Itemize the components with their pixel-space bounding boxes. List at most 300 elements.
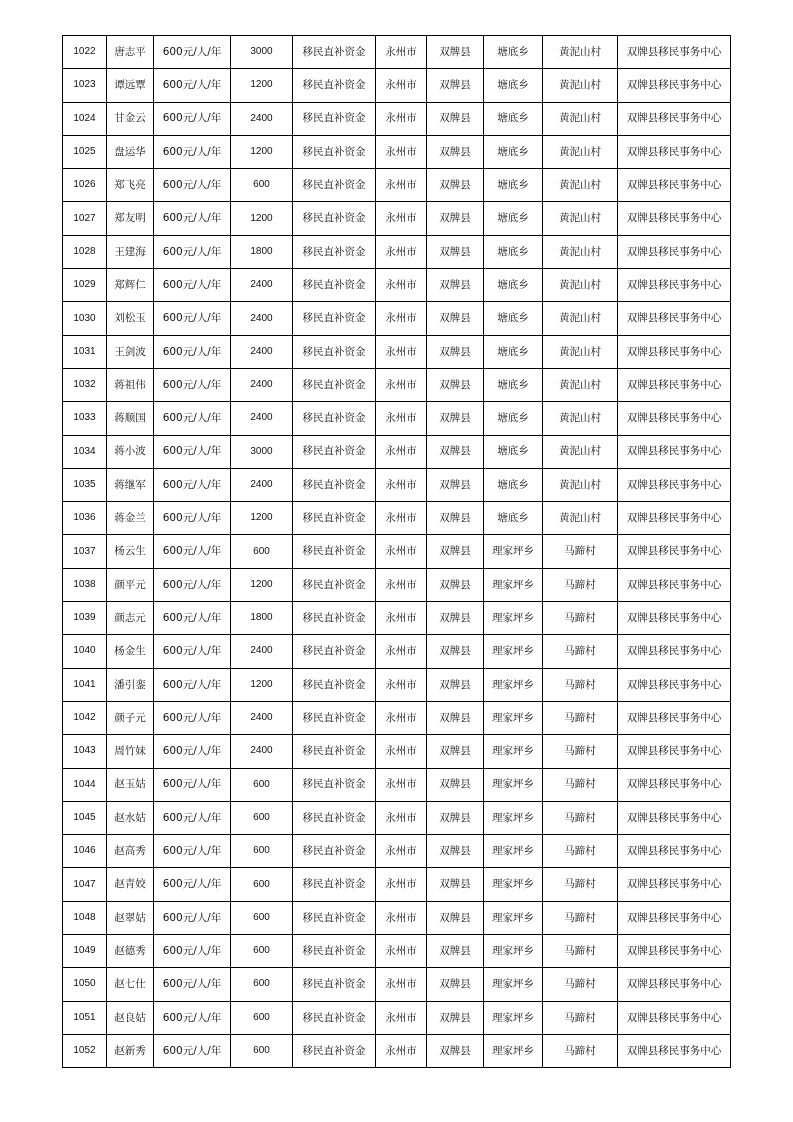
city-cell: 永州市 xyxy=(376,335,427,368)
row-id-cell: 1041 xyxy=(63,668,107,701)
standard-cell: 600元/人/年 xyxy=(154,835,231,868)
table-row xyxy=(63,269,731,302)
township-cell: 理家坪乡 xyxy=(484,968,543,1001)
fund-type-cell: 移民直补资金 xyxy=(293,668,376,701)
amount-cell: 2400 xyxy=(231,269,293,302)
county-cell: 双牌县 xyxy=(427,935,484,968)
standard-cell: 600元/人/年 xyxy=(154,102,231,135)
table-row xyxy=(63,169,731,202)
fund-type-cell: 移民直补资金 xyxy=(293,602,376,635)
fund-type-cell: 移民直补资金 xyxy=(293,801,376,834)
village-cell: 马蹄村 xyxy=(543,1001,618,1034)
county-cell: 双牌县 xyxy=(427,668,484,701)
row-id-cell: 1026 xyxy=(63,169,107,202)
city-cell: 永州市 xyxy=(376,269,427,302)
name-cell: 蒋继军 xyxy=(107,468,154,501)
row-id-cell: 1035 xyxy=(63,468,107,501)
table-row xyxy=(63,235,731,268)
amount-cell: 600 xyxy=(231,835,293,868)
city-cell: 永州市 xyxy=(376,868,427,901)
office-cell: 双牌县移民事务中心 xyxy=(618,102,731,135)
name-cell: 郑辉仁 xyxy=(107,269,154,302)
village-cell: 马蹄村 xyxy=(543,568,618,601)
city-cell: 永州市 xyxy=(376,701,427,734)
fund-type-cell: 移民直补资金 xyxy=(293,468,376,501)
county-cell: 双牌县 xyxy=(427,602,484,635)
standard-cell: 600元/人/年 xyxy=(154,302,231,335)
village-cell: 马蹄村 xyxy=(543,602,618,635)
county-cell: 双牌县 xyxy=(427,202,484,235)
office-cell: 双牌县移民事务中心 xyxy=(618,668,731,701)
fund-type-cell: 移民直补资金 xyxy=(293,502,376,535)
city-cell: 永州市 xyxy=(376,735,427,768)
name-cell: 甘金云 xyxy=(107,102,154,135)
township-cell: 塘底乡 xyxy=(484,36,543,69)
row-id-cell: 1049 xyxy=(63,935,107,968)
standard-cell: 600元/人/年 xyxy=(154,668,231,701)
table-row xyxy=(63,302,731,335)
standard-cell: 600元/人/年 xyxy=(154,701,231,734)
standard-cell: 600元/人/年 xyxy=(154,468,231,501)
city-cell: 永州市 xyxy=(376,935,427,968)
fund-type-cell: 移民直补资金 xyxy=(293,935,376,968)
row-id-cell: 1043 xyxy=(63,735,107,768)
amount-cell: 1200 xyxy=(231,202,293,235)
fund-type-cell: 移民直补资金 xyxy=(293,235,376,268)
office-cell: 双牌县移民事务中心 xyxy=(618,36,731,69)
row-id-cell: 1047 xyxy=(63,868,107,901)
township-cell: 塘底乡 xyxy=(484,69,543,102)
village-cell: 黄泥山村 xyxy=(543,435,618,468)
name-cell: 赵七仕 xyxy=(107,968,154,1001)
city-cell: 永州市 xyxy=(376,135,427,168)
standard-cell: 600元/人/年 xyxy=(154,935,231,968)
city-cell: 永州市 xyxy=(376,435,427,468)
county-cell: 双牌县 xyxy=(427,169,484,202)
standard-cell: 600元/人/年 xyxy=(154,801,231,834)
standard-cell: 600元/人/年 xyxy=(154,69,231,102)
standard-cell: 600元/人/年 xyxy=(154,1034,231,1067)
village-cell: 黄泥山村 xyxy=(543,169,618,202)
village-cell: 黄泥山村 xyxy=(543,502,618,535)
city-cell: 永州市 xyxy=(376,36,427,69)
office-cell: 双牌县移民事务中心 xyxy=(618,335,731,368)
village-cell: 马蹄村 xyxy=(543,1034,618,1067)
amount-cell: 2400 xyxy=(231,402,293,435)
township-cell: 塘底乡 xyxy=(484,235,543,268)
table-row xyxy=(63,202,731,235)
county-cell: 双牌县 xyxy=(427,36,484,69)
village-cell: 马蹄村 xyxy=(543,635,618,668)
office-cell: 双牌县移民事务中心 xyxy=(618,202,731,235)
office-cell: 双牌县移民事务中心 xyxy=(618,868,731,901)
name-cell: 王建海 xyxy=(107,235,154,268)
township-cell: 塘底乡 xyxy=(484,135,543,168)
name-cell: 赵新秀 xyxy=(107,1034,154,1067)
township-cell: 理家坪乡 xyxy=(484,935,543,968)
county-cell: 双牌县 xyxy=(427,435,484,468)
county-cell: 双牌县 xyxy=(427,235,484,268)
fund-type-cell: 移民直补资金 xyxy=(293,568,376,601)
county-cell: 双牌县 xyxy=(427,102,484,135)
table-row xyxy=(63,1001,731,1034)
name-cell: 蒋顺国 xyxy=(107,402,154,435)
fund-type-cell: 移民直补资金 xyxy=(293,402,376,435)
office-cell: 双牌县移民事务中心 xyxy=(618,69,731,102)
village-cell: 马蹄村 xyxy=(543,668,618,701)
fund-type-cell: 移民直补资金 xyxy=(293,868,376,901)
amount-cell: 2400 xyxy=(231,701,293,734)
name-cell: 赵翠姑 xyxy=(107,901,154,934)
name-cell: 蒋小波 xyxy=(107,435,154,468)
village-cell: 黄泥山村 xyxy=(543,402,618,435)
office-cell: 双牌县移民事务中心 xyxy=(618,1001,731,1034)
county-cell: 双牌县 xyxy=(427,835,484,868)
city-cell: 永州市 xyxy=(376,968,427,1001)
table-row xyxy=(63,968,731,1001)
office-cell: 双牌县移民事务中心 xyxy=(618,635,731,668)
office-cell: 双牌县移民事务中心 xyxy=(618,735,731,768)
subsidy-table xyxy=(62,35,731,1068)
row-id-cell: 1039 xyxy=(63,602,107,635)
row-id-cell: 1042 xyxy=(63,701,107,734)
county-cell: 双牌县 xyxy=(427,901,484,934)
village-cell: 马蹄村 xyxy=(543,968,618,1001)
office-cell: 双牌县移民事务中心 xyxy=(618,502,731,535)
office-cell: 双牌县移民事务中心 xyxy=(618,701,731,734)
village-cell: 黄泥山村 xyxy=(543,368,618,401)
name-cell: 赵德秀 xyxy=(107,935,154,968)
village-cell: 马蹄村 xyxy=(543,768,618,801)
table-row xyxy=(63,668,731,701)
amount-cell: 2400 xyxy=(231,302,293,335)
amount-cell: 1200 xyxy=(231,568,293,601)
village-cell: 马蹄村 xyxy=(543,735,618,768)
township-cell: 理家坪乡 xyxy=(484,868,543,901)
name-cell: 周竹妹 xyxy=(107,735,154,768)
township-cell: 塘底乡 xyxy=(484,468,543,501)
name-cell: 谭远覃 xyxy=(107,69,154,102)
village-cell: 黄泥山村 xyxy=(543,335,618,368)
city-cell: 永州市 xyxy=(376,502,427,535)
office-cell: 双牌县移民事务中心 xyxy=(618,402,731,435)
city-cell: 永州市 xyxy=(376,635,427,668)
row-id-cell: 1044 xyxy=(63,768,107,801)
township-cell: 塘底乡 xyxy=(484,435,543,468)
township-cell: 塘底乡 xyxy=(484,102,543,135)
row-id-cell: 1031 xyxy=(63,335,107,368)
office-cell: 双牌县移民事务中心 xyxy=(618,302,731,335)
office-cell: 双牌县移民事务中心 xyxy=(618,935,731,968)
amount-cell: 600 xyxy=(231,868,293,901)
office-cell: 双牌县移民事务中心 xyxy=(618,435,731,468)
amount-cell: 1800 xyxy=(231,235,293,268)
table-row xyxy=(63,835,731,868)
table-row xyxy=(63,935,731,968)
township-cell: 塘底乡 xyxy=(484,368,543,401)
city-cell: 永州市 xyxy=(376,468,427,501)
standard-cell: 600元/人/年 xyxy=(154,368,231,401)
office-cell: 双牌县移民事务中心 xyxy=(618,768,731,801)
city-cell: 永州市 xyxy=(376,368,427,401)
table-row xyxy=(63,36,731,69)
office-cell: 双牌县移民事务中心 xyxy=(618,835,731,868)
name-cell: 赵良姑 xyxy=(107,1001,154,1034)
township-cell: 理家坪乡 xyxy=(484,701,543,734)
township-cell: 理家坪乡 xyxy=(484,801,543,834)
office-cell: 双牌县移民事务中心 xyxy=(618,602,731,635)
village-cell: 黄泥山村 xyxy=(543,302,618,335)
standard-cell: 600元/人/年 xyxy=(154,735,231,768)
county-cell: 双牌县 xyxy=(427,335,484,368)
fund-type-cell: 移民直补资金 xyxy=(293,435,376,468)
row-id-cell: 1052 xyxy=(63,1034,107,1067)
standard-cell: 600元/人/年 xyxy=(154,868,231,901)
office-cell: 双牌县移民事务中心 xyxy=(618,235,731,268)
standard-cell: 600元/人/年 xyxy=(154,901,231,934)
row-id-cell: 1023 xyxy=(63,69,107,102)
amount-cell: 600 xyxy=(231,169,293,202)
township-cell: 理家坪乡 xyxy=(484,535,543,568)
county-cell: 双牌县 xyxy=(427,968,484,1001)
city-cell: 永州市 xyxy=(376,235,427,268)
amount-cell: 1800 xyxy=(231,602,293,635)
city-cell: 永州市 xyxy=(376,901,427,934)
county-cell: 双牌县 xyxy=(427,468,484,501)
table-row xyxy=(63,868,731,901)
name-cell: 赵高秀 xyxy=(107,835,154,868)
amount-cell: 600 xyxy=(231,801,293,834)
row-id-cell: 1028 xyxy=(63,235,107,268)
row-id-cell: 1030 xyxy=(63,302,107,335)
office-cell: 双牌县移民事务中心 xyxy=(618,968,731,1001)
standard-cell: 600元/人/年 xyxy=(154,535,231,568)
name-cell: 郑飞亮 xyxy=(107,169,154,202)
amount-cell: 1200 xyxy=(231,135,293,168)
township-cell: 理家坪乡 xyxy=(484,835,543,868)
village-cell: 黄泥山村 xyxy=(543,102,618,135)
name-cell: 杨云生 xyxy=(107,535,154,568)
township-cell: 理家坪乡 xyxy=(484,901,543,934)
fund-type-cell: 移民直补资金 xyxy=(293,835,376,868)
table-row xyxy=(63,1034,731,1067)
table-row xyxy=(63,368,731,401)
table-row xyxy=(63,568,731,601)
city-cell: 永州市 xyxy=(376,602,427,635)
city-cell: 永州市 xyxy=(376,302,427,335)
amount-cell: 2400 xyxy=(231,635,293,668)
name-cell: 盘运华 xyxy=(107,135,154,168)
name-cell: 赵玉姑 xyxy=(107,768,154,801)
table-row xyxy=(63,435,731,468)
village-cell: 马蹄村 xyxy=(543,835,618,868)
village-cell: 黄泥山村 xyxy=(543,202,618,235)
standard-cell: 600元/人/年 xyxy=(154,602,231,635)
row-id-cell: 1027 xyxy=(63,202,107,235)
county-cell: 双牌县 xyxy=(427,135,484,168)
township-cell: 理家坪乡 xyxy=(484,735,543,768)
township-cell: 塘底乡 xyxy=(484,202,543,235)
village-cell: 黄泥山村 xyxy=(543,269,618,302)
village-cell: 黄泥山村 xyxy=(543,235,618,268)
fund-type-cell: 移民直补资金 xyxy=(293,968,376,1001)
fund-type-cell: 移民直补资金 xyxy=(293,635,376,668)
fund-type-cell: 移民直补资金 xyxy=(293,335,376,368)
fund-type-cell: 移民直补资金 xyxy=(293,102,376,135)
table-row xyxy=(63,502,731,535)
village-cell: 马蹄村 xyxy=(543,535,618,568)
standard-cell: 600元/人/年 xyxy=(154,502,231,535)
city-cell: 永州市 xyxy=(376,402,427,435)
fund-type-cell: 移民直补资金 xyxy=(293,768,376,801)
fund-type-cell: 移民直补资金 xyxy=(293,269,376,302)
standard-cell: 600元/人/年 xyxy=(154,635,231,668)
county-cell: 双牌县 xyxy=(427,801,484,834)
standard-cell: 600元/人/年 xyxy=(154,402,231,435)
table-row xyxy=(63,701,731,734)
name-cell: 王剑波 xyxy=(107,335,154,368)
office-cell: 双牌县移民事务中心 xyxy=(618,535,731,568)
fund-type-cell: 移民直补资金 xyxy=(293,1001,376,1034)
amount-cell: 600 xyxy=(231,535,293,568)
amount-cell: 600 xyxy=(231,968,293,1001)
table-row xyxy=(63,768,731,801)
township-cell: 理家坪乡 xyxy=(484,668,543,701)
row-id-cell: 1045 xyxy=(63,801,107,834)
row-id-cell: 1024 xyxy=(63,102,107,135)
fund-type-cell: 移民直补资金 xyxy=(293,169,376,202)
standard-cell: 600元/人/年 xyxy=(154,435,231,468)
table-row xyxy=(63,535,731,568)
county-cell: 双牌县 xyxy=(427,502,484,535)
amount-cell: 600 xyxy=(231,901,293,934)
row-id-cell: 1050 xyxy=(63,968,107,1001)
county-cell: 双牌县 xyxy=(427,868,484,901)
row-id-cell: 1033 xyxy=(63,402,107,435)
standard-cell: 600元/人/年 xyxy=(154,269,231,302)
office-cell: 双牌县移民事务中心 xyxy=(618,169,731,202)
fund-type-cell: 移民直补资金 xyxy=(293,535,376,568)
amount-cell: 2400 xyxy=(231,735,293,768)
table-row xyxy=(63,402,731,435)
fund-type-cell: 移民直补资金 xyxy=(293,69,376,102)
office-cell: 双牌县移民事务中心 xyxy=(618,135,731,168)
row-id-cell: 1029 xyxy=(63,269,107,302)
township-cell: 塘底乡 xyxy=(484,502,543,535)
amount-cell: 3000 xyxy=(231,435,293,468)
standard-cell: 600元/人/年 xyxy=(154,135,231,168)
amount-cell: 600 xyxy=(231,768,293,801)
table-row xyxy=(63,901,731,934)
name-cell: 颜子元 xyxy=(107,701,154,734)
city-cell: 永州市 xyxy=(376,668,427,701)
row-id-cell: 1040 xyxy=(63,635,107,668)
amount-cell: 1200 xyxy=(231,502,293,535)
amount-cell: 1200 xyxy=(231,668,293,701)
county-cell: 双牌县 xyxy=(427,701,484,734)
row-id-cell: 1038 xyxy=(63,568,107,601)
row-id-cell: 1048 xyxy=(63,901,107,934)
fund-type-cell: 移民直补资金 xyxy=(293,735,376,768)
standard-cell: 600元/人/年 xyxy=(154,169,231,202)
office-cell: 双牌县移民事务中心 xyxy=(618,468,731,501)
table-row xyxy=(63,801,731,834)
row-id-cell: 1025 xyxy=(63,135,107,168)
amount-cell: 2400 xyxy=(231,368,293,401)
township-cell: 塘底乡 xyxy=(484,269,543,302)
office-cell: 双牌县移民事务中心 xyxy=(618,568,731,601)
fund-type-cell: 移民直补资金 xyxy=(293,901,376,934)
county-cell: 双牌县 xyxy=(427,768,484,801)
fund-type-cell: 移民直补资金 xyxy=(293,135,376,168)
row-id-cell: 1051 xyxy=(63,1001,107,1034)
table-row xyxy=(63,468,731,501)
township-cell: 理家坪乡 xyxy=(484,768,543,801)
table-row xyxy=(63,602,731,635)
standard-cell: 600元/人/年 xyxy=(154,36,231,69)
county-cell: 双牌县 xyxy=(427,69,484,102)
fund-type-cell: 移民直补资金 xyxy=(293,202,376,235)
name-cell: 潘引銮 xyxy=(107,668,154,701)
county-cell: 双牌县 xyxy=(427,1034,484,1067)
office-cell: 双牌县移民事务中心 xyxy=(618,1034,731,1067)
amount-cell: 1200 xyxy=(231,69,293,102)
township-cell: 塘底乡 xyxy=(484,402,543,435)
row-id-cell: 1046 xyxy=(63,835,107,868)
township-cell: 理家坪乡 xyxy=(484,1034,543,1067)
amount-cell: 600 xyxy=(231,1034,293,1067)
village-cell: 黄泥山村 xyxy=(543,135,618,168)
standard-cell: 600元/人/年 xyxy=(154,568,231,601)
table-row xyxy=(63,735,731,768)
village-cell: 马蹄村 xyxy=(543,935,618,968)
township-cell: 理家坪乡 xyxy=(484,568,543,601)
standard-cell: 600元/人/年 xyxy=(154,1001,231,1034)
city-cell: 永州市 xyxy=(376,102,427,135)
city-cell: 永州市 xyxy=(376,69,427,102)
city-cell: 永州市 xyxy=(376,535,427,568)
village-cell: 马蹄村 xyxy=(543,701,618,734)
office-cell: 双牌县移民事务中心 xyxy=(618,901,731,934)
name-cell: 蒋祖伟 xyxy=(107,368,154,401)
name-cell: 颜平元 xyxy=(107,568,154,601)
standard-cell: 600元/人/年 xyxy=(154,235,231,268)
office-cell: 双牌县移民事务中心 xyxy=(618,801,731,834)
name-cell: 蒋金兰 xyxy=(107,502,154,535)
amount-cell: 600 xyxy=(231,935,293,968)
county-cell: 双牌县 xyxy=(427,535,484,568)
table-row xyxy=(63,135,731,168)
county-cell: 双牌县 xyxy=(427,402,484,435)
amount-cell: 600 xyxy=(231,1001,293,1034)
village-cell: 马蹄村 xyxy=(543,868,618,901)
city-cell: 永州市 xyxy=(376,202,427,235)
table-row xyxy=(63,69,731,102)
county-cell: 双牌县 xyxy=(427,1001,484,1034)
table-body xyxy=(63,36,731,1068)
standard-cell: 600元/人/年 xyxy=(154,202,231,235)
table-row xyxy=(63,635,731,668)
village-cell: 马蹄村 xyxy=(543,901,618,934)
county-cell: 双牌县 xyxy=(427,302,484,335)
office-cell: 双牌县移民事务中心 xyxy=(618,368,731,401)
name-cell: 赵水姑 xyxy=(107,801,154,834)
township-cell: 理家坪乡 xyxy=(484,1001,543,1034)
name-cell: 郑友明 xyxy=(107,202,154,235)
fund-type-cell: 移民直补资金 xyxy=(293,36,376,69)
table-row xyxy=(63,335,731,368)
standard-cell: 600元/人/年 xyxy=(154,768,231,801)
